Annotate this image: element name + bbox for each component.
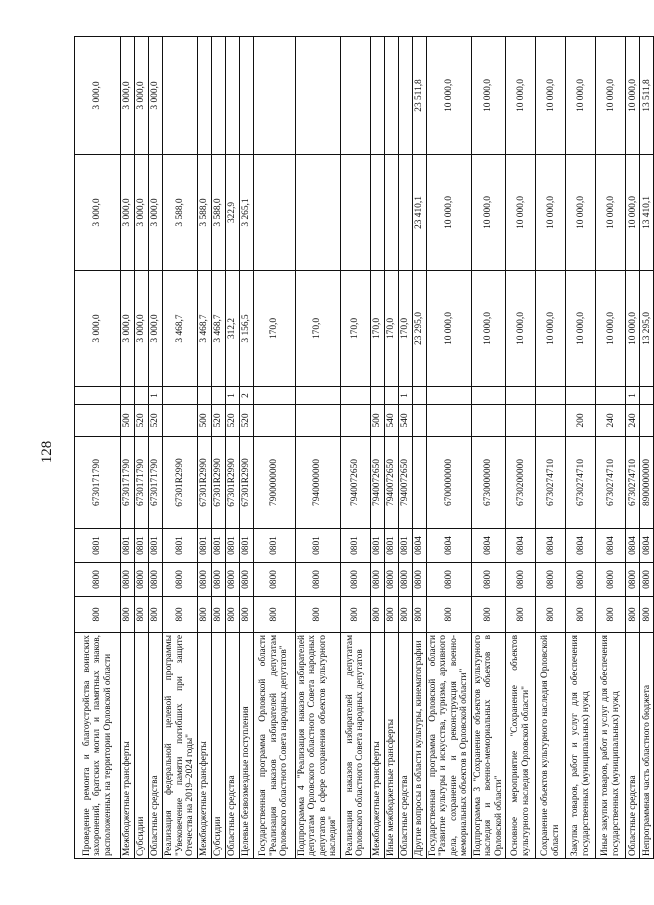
table-cell-amount-year-3	[398, 37, 412, 155]
table-row	[566, 37, 596, 859]
table-cell-section: 0800	[75, 563, 121, 597]
table-cell-subsection: 0801	[239, 529, 253, 563]
table-cell-amount-year-3: 13 511,8	[640, 37, 654, 155]
table-cell-target-article: 6730200000	[506, 437, 536, 529]
table-cell-source-code	[640, 387, 654, 405]
table-cell-amount-year-2: 10 000,0	[566, 155, 596, 271]
table-cell-name: Основное мероприятие "Сохранение объектов культурного наследия Орловской области"	[506, 633, 536, 859]
table-row	[471, 37, 506, 859]
table-cell-source-code: 1	[398, 387, 412, 405]
table-cell-target-article: 7940072650	[384, 437, 398, 529]
table-cell-ministry: 800	[211, 597, 225, 633]
table-cell-amount-year-3: 10 000,0	[626, 37, 640, 155]
table-cell-amount-year-3	[239, 37, 253, 155]
table-cell-ministry: 800	[536, 597, 566, 633]
table-cell-amount-year-1: 3 000,0	[75, 271, 121, 387]
table-cell-expense-type	[426, 405, 471, 437]
table-cell-target-article: 7900000000	[253, 437, 295, 529]
table-cell-ministry: 800	[596, 597, 626, 633]
table-cell-expense-type: 240	[596, 405, 626, 437]
table-row	[253, 37, 295, 859]
table-cell-amount-year-1: 10 000,0	[506, 271, 536, 387]
budget-table	[74, 36, 654, 859]
table-cell-expense-type: 240	[626, 405, 640, 437]
table-cell-target-article: 67301R2990	[197, 437, 211, 529]
table-cell-amount-year-2	[295, 155, 340, 271]
table-cell-amount-year-2: 3 588,0	[211, 155, 225, 271]
table-cell-name: Непрограммная часть областного бюджета	[640, 633, 654, 859]
table-cell-amount-year-2: 3 588,0	[197, 155, 211, 271]
table-cell-section: 0800	[412, 563, 426, 597]
table-cell-expense-type: 520	[211, 405, 225, 437]
table-row	[426, 37, 471, 859]
table-cell-expense-type: 520	[225, 405, 239, 437]
table-cell-section: 0800	[640, 563, 654, 597]
table-cell-target-article	[412, 437, 426, 529]
table-cell-amount-year-2: 3 000,0	[135, 155, 149, 271]
table-cell-amount-year-2: 10 000,0	[426, 155, 471, 271]
table-cell-name: Областные средства	[626, 633, 640, 859]
table-cell-ministry: 800	[398, 597, 412, 633]
table-row	[596, 37, 626, 859]
table-cell-amount-year-2	[384, 155, 398, 271]
table-cell-section: 0800	[596, 563, 626, 597]
table-cell-amount-year-2: 3 000,0	[121, 155, 135, 271]
table-cell-source-code	[295, 387, 340, 405]
table-cell-amount-year-3	[295, 37, 340, 155]
table-cell-section: 0800	[340, 563, 370, 597]
table-cell-name: Подпрограмма 3 "Сохранение объектов культурного наследия и военно-мемориальных объектов в Орловской области"	[471, 633, 506, 859]
table-cell-amount-year-2: 3 000,0	[149, 155, 163, 271]
table-cell-name: Закупка товаров, работ и услуг для обеспечения государственных (муниципальных) нужд	[566, 633, 596, 859]
table-cell-target-article: 67301R2990	[163, 437, 198, 529]
table-cell-subsection: 0804	[471, 529, 506, 563]
table-cell-amount-year-1: 10 000,0	[536, 271, 566, 387]
table-cell-source-code	[566, 387, 596, 405]
table-cell-amount-year-1: 170,0	[370, 271, 384, 387]
table-cell-subsection: 0801	[384, 529, 398, 563]
table-cell-name: Межбюджетные трансферты	[121, 633, 135, 859]
table-cell-expense-type: 520	[149, 405, 163, 437]
table-cell-target-article: 67301R2990	[225, 437, 239, 529]
table-cell-subsection: 0801	[149, 529, 163, 563]
table-cell-name: Государственная программа Орловской области "Реализация наказов избирателей депутатам Орловского областного Совета народных депутатов"	[253, 633, 295, 859]
table-cell-ministry: 800	[412, 597, 426, 633]
table-cell-section: 0800	[566, 563, 596, 597]
table-cell-ministry: 800	[75, 597, 121, 633]
table-cell-amount-year-3: 3 000,0	[121, 37, 135, 155]
table-cell-amount-year-1: 10 000,0	[626, 271, 640, 387]
table-cell-expense-type: 500	[197, 405, 211, 437]
table-cell-name: Межбюджетные трансферты	[197, 633, 211, 859]
table-cell-amount-year-2: 3 000,0	[75, 155, 121, 271]
table-cell-name: Областные средства	[225, 633, 239, 859]
table-cell-amount-year-1: 3 156,5	[239, 271, 253, 387]
table-cell-ministry: 800	[566, 597, 596, 633]
table-cell-source-code	[384, 387, 398, 405]
table-cell-name: Иные межбюджетные трансферты	[384, 633, 398, 859]
table-cell-source-code	[340, 387, 370, 405]
table-cell-amount-year-2: 3 588,0	[163, 155, 198, 271]
table-cell-amount-year-1: 170,0	[295, 271, 340, 387]
table-cell-amount-year-1: 3 468,7	[163, 271, 198, 387]
table-cell-expense-type: 540	[384, 405, 398, 437]
table-cell-name: Реализация наказов избирателей депутатам Орловского областного Совета народных депутатов	[340, 633, 370, 859]
table-cell-subsection: 0804	[412, 529, 426, 563]
table-cell-amount-year-2	[370, 155, 384, 271]
table-cell-expense-type	[536, 405, 566, 437]
table-row	[398, 37, 412, 859]
table-row	[121, 37, 135, 859]
table-cell-expense-type	[75, 405, 121, 437]
table-cell-subsection: 0801	[340, 529, 370, 563]
table-cell-section: 0800	[163, 563, 198, 597]
table-cell-name: Целевые безвозмездные поступления	[239, 633, 253, 859]
table-cell-name: Субсидии	[211, 633, 225, 859]
table-cell-amount-year-1: 10 000,0	[596, 271, 626, 387]
table-cell-source-code: 1	[149, 387, 163, 405]
table-cell-target-article: 7940000000	[295, 437, 340, 529]
table-cell-amount-year-1: 10 000,0	[471, 271, 506, 387]
table-cell-section: 0800	[426, 563, 471, 597]
table-cell-section: 0800	[295, 563, 340, 597]
table-cell-source-code	[135, 387, 149, 405]
table-cell-amount-year-1: 170,0	[253, 271, 295, 387]
table-cell-amount-year-3	[384, 37, 398, 155]
table-row	[75, 37, 121, 859]
table-cell-subsection: 0801	[398, 529, 412, 563]
table-row	[239, 37, 253, 859]
table-cell-source-code: 1	[626, 387, 640, 405]
table-cell-section: 0800	[398, 563, 412, 597]
table-cell-expense-type	[163, 405, 198, 437]
table-row	[197, 37, 211, 859]
table-cell-amount-year-2	[398, 155, 412, 271]
table-row	[225, 37, 239, 859]
table-cell-name: Сохранение объектов культурного наследия Орловской области	[536, 633, 566, 859]
table-cell-expense-type	[412, 405, 426, 437]
table-cell-amount-year-1: 170,0	[384, 271, 398, 387]
table-row	[149, 37, 163, 859]
table-cell-source-code	[471, 387, 506, 405]
table-cell-amount-year-2: 10 000,0	[471, 155, 506, 271]
table-cell-target-article: 6730274710	[596, 437, 626, 529]
table-cell-amount-year-3: 3 000,0	[75, 37, 121, 155]
table-cell-amount-year-3: 10 000,0	[471, 37, 506, 155]
table-cell-section: 0800	[211, 563, 225, 597]
table-row	[211, 37, 225, 859]
table-cell-amount-year-3: 10 000,0	[566, 37, 596, 155]
table-cell-target-article: 6730171790	[135, 437, 149, 529]
table-cell-amount-year-3: 3 000,0	[135, 37, 149, 155]
table-cell-target-article: 67301R2990	[239, 437, 253, 529]
table-cell-expense-type: 500	[121, 405, 135, 437]
table-cell-ministry: 800	[163, 597, 198, 633]
table-cell-section: 0800	[135, 563, 149, 597]
table-row	[412, 37, 426, 859]
table-cell-ministry: 800	[121, 597, 135, 633]
table-cell-amount-year-1: 170,0	[398, 271, 412, 387]
table-cell-amount-year-1: 3 468,7	[211, 271, 225, 387]
budget-table-body	[75, 37, 654, 859]
table-cell-ministry: 800	[149, 597, 163, 633]
table-cell-ministry: 800	[239, 597, 253, 633]
table-cell-amount-year-1: 3 468,7	[197, 271, 211, 387]
table-cell-expense-type	[506, 405, 536, 437]
table-cell-ministry: 800	[340, 597, 370, 633]
table-cell-amount-year-3	[340, 37, 370, 155]
table-cell-target-article: 7940072650	[340, 437, 370, 529]
table-cell-source-code	[536, 387, 566, 405]
table-cell-subsection: 0801	[75, 529, 121, 563]
table-row	[163, 37, 198, 859]
table-cell-amount-year-3	[225, 37, 239, 155]
table-row	[640, 37, 654, 859]
table-cell-source-code	[121, 387, 135, 405]
table-cell-section: 0800	[370, 563, 384, 597]
table-cell-expense-type	[340, 405, 370, 437]
table-cell-subsection: 0801	[121, 529, 135, 563]
table-cell-amount-year-1: 10 000,0	[566, 271, 596, 387]
table-cell-amount-year-3: 3 000,0	[149, 37, 163, 155]
table-cell-ministry: 800	[640, 597, 654, 633]
table-cell-name: Областные средства	[149, 633, 163, 859]
table-cell-name: Иные закупки товаров, работ и услуг для обеспечения государственных (муниципальных) нужд	[596, 633, 626, 859]
table-cell-ministry: 800	[225, 597, 239, 633]
table-cell-expense-type	[471, 405, 506, 437]
table-cell-target-article: 6730171790	[149, 437, 163, 529]
table-row	[626, 37, 640, 859]
table-cell-section: 0800	[626, 563, 640, 597]
table-cell-amount-year-2: 10 000,0	[536, 155, 566, 271]
table-cell-target-article: 6700000000	[426, 437, 471, 529]
table-cell-amount-year-2	[340, 155, 370, 271]
table-cell-section: 0800	[471, 563, 506, 597]
table-cell-target-article: 6730000000	[471, 437, 506, 529]
table-cell-subsection: 0801	[163, 529, 198, 563]
table-cell-amount-year-2	[253, 155, 295, 271]
table-cell-subsection: 0804	[626, 529, 640, 563]
table-cell-expense-type	[253, 405, 295, 437]
table-cell-amount-year-3: 10 000,0	[596, 37, 626, 155]
table-cell-amount-year-3: 10 000,0	[506, 37, 536, 155]
table-cell-amount-year-3: 10 000,0	[426, 37, 471, 155]
table-cell-ministry: 800	[370, 597, 384, 633]
table-cell-target-article: 6730274710	[566, 437, 596, 529]
table-cell-name: Подпрограмма 4 "Реализация наказов избирателей депутатам Орловского областного Совета народных депутатов в сфере сохранения объектов культурного наследия"	[295, 633, 340, 859]
table-cell-amount-year-2: 23 410,1	[412, 155, 426, 271]
table-cell-target-article: 7940072650	[370, 437, 384, 529]
table-cell-subsection: 0801	[295, 529, 340, 563]
table-row	[135, 37, 149, 859]
table-cell-ministry: 800	[626, 597, 640, 633]
table-cell-amount-year-2: 3 265,1	[239, 155, 253, 271]
table-cell-target-article: 6730274710	[626, 437, 640, 529]
table-cell-ministry: 800	[426, 597, 471, 633]
table-cell-source-code	[412, 387, 426, 405]
table-cell-amount-year-3: 23 511,8	[412, 37, 426, 155]
table-cell-expense-type	[295, 405, 340, 437]
table-cell-amount-year-1: 13 295,0	[640, 271, 654, 387]
table-cell-amount-year-2: 322,9	[225, 155, 239, 271]
table-cell-expense-type: 520	[239, 405, 253, 437]
table-cell-amount-year-1: 3 000,0	[135, 271, 149, 387]
table-cell-amount-year-1: 312,2	[225, 271, 239, 387]
table-cell-amount-year-3	[370, 37, 384, 155]
table-cell-section: 0800	[149, 563, 163, 597]
table-cell-amount-year-3	[253, 37, 295, 155]
table-cell-subsection: 0801	[225, 529, 239, 563]
table-cell-ministry: 800	[197, 597, 211, 633]
budget-table-sheet	[74, 37, 652, 859]
table-cell-ministry: 800	[384, 597, 398, 633]
table-cell-section: 0800	[384, 563, 398, 597]
table-cell-section: 0800	[225, 563, 239, 597]
table-row	[295, 37, 340, 859]
table-cell-target-article: 67301R2990	[211, 437, 225, 529]
table-cell-subsection: 0804	[506, 529, 536, 563]
table-cell-subsection: 0801	[253, 529, 295, 563]
table-cell-amount-year-3: 10 000,0	[536, 37, 566, 155]
table-cell-subsection: 0801	[370, 529, 384, 563]
table-cell-name: Реализация федеральной целевой программы "Увековечение памяти погибших при защите Отечества на 2019–2024 годы"	[163, 633, 198, 859]
table-cell-amount-year-1: 170,0	[340, 271, 370, 387]
table-cell-target-article: 6730171790	[75, 437, 121, 529]
table-cell-section: 0800	[197, 563, 211, 597]
table-cell-subsection: 0801	[211, 529, 225, 563]
table-cell-target-article: 7940072650	[398, 437, 412, 529]
table-cell-subsection: 0804	[426, 529, 471, 563]
table-cell-expense-type: 200	[566, 405, 596, 437]
table-cell-amount-year-3	[211, 37, 225, 155]
table-cell-subsection: 0804	[536, 529, 566, 563]
table-cell-target-article: 6730171790	[121, 437, 135, 529]
table-cell-source-code	[75, 387, 121, 405]
table-cell-section: 0800	[536, 563, 566, 597]
table-cell-source-code	[163, 387, 198, 405]
table-cell-name: Субсидии	[135, 633, 149, 859]
table-cell-amount-year-2: 13 410,1	[640, 155, 654, 271]
table-cell-amount-year-3	[197, 37, 211, 155]
table-cell-ministry: 800	[471, 597, 506, 633]
table-cell-subsection: 0801	[135, 529, 149, 563]
table-cell-source-code	[370, 387, 384, 405]
table-cell-section: 0800	[253, 563, 295, 597]
table-cell-ministry: 800	[295, 597, 340, 633]
table-row	[506, 37, 536, 859]
table-cell-amount-year-2: 10 000,0	[596, 155, 626, 271]
table-cell-source-code	[253, 387, 295, 405]
table-cell-name: Проведение ремонта и благоустройства воинских захоронений, братских могил и памятных знаков, расположенных на территории Орловской области	[75, 633, 121, 859]
table-cell-name: Областные средства	[398, 633, 412, 859]
table-cell-section: 0800	[506, 563, 536, 597]
table-cell-name: Государственная программа Орловской области "Развитие культуры и искусства, туризма, архивного дела, сохранение и реконструкция военно-мемориальных объектов в Орловской области"	[426, 633, 471, 859]
table-cell-ministry: 800	[253, 597, 295, 633]
table-cell-source-code: 2	[239, 387, 253, 405]
table-cell-source-code	[197, 387, 211, 405]
table-cell-expense-type: 540	[398, 405, 412, 437]
table-cell-name: Другие вопросы в области культуры, кинематографии	[412, 633, 426, 859]
table-cell-expense-type	[640, 405, 654, 437]
table-cell-amount-year-2: 10 000,0	[506, 155, 536, 271]
table-cell-ministry: 800	[135, 597, 149, 633]
table-cell-amount-year-1: 3 000,0	[149, 271, 163, 387]
table-cell-expense-type: 500	[370, 405, 384, 437]
table-cell-name: Межбюджетные трансферты	[370, 633, 384, 859]
table-cell-ministry: 800	[506, 597, 536, 633]
table-cell-source-code	[596, 387, 626, 405]
table-row	[340, 37, 370, 859]
table-row	[384, 37, 398, 859]
table-cell-source-code	[426, 387, 471, 405]
table-cell-source-code	[506, 387, 536, 405]
table-cell-amount-year-2: 10 000,0	[626, 155, 640, 271]
table-cell-subsection: 0804	[640, 529, 654, 563]
table-cell-section: 0800	[121, 563, 135, 597]
table-cell-amount-year-1: 10 000,0	[426, 271, 471, 387]
table-cell-expense-type: 520	[135, 405, 149, 437]
page-number: 128	[39, 440, 55, 464]
table-cell-amount-year-1: 3 000,0	[121, 271, 135, 387]
table-row	[370, 37, 384, 859]
table-cell-amount-year-1: 23 295,0	[412, 271, 426, 387]
table-row	[536, 37, 566, 859]
table-cell-source-code: 1	[225, 387, 239, 405]
table-cell-target-article: 8900000000	[640, 437, 654, 529]
table-cell-target-article: 6730274710	[536, 437, 566, 529]
table-cell-subsection: 0804	[566, 529, 596, 563]
table-cell-amount-year-3	[163, 37, 198, 155]
table-cell-source-code	[211, 387, 225, 405]
table-cell-subsection: 0804	[596, 529, 626, 563]
table-cell-subsection: 0801	[197, 529, 211, 563]
table-cell-section: 0800	[239, 563, 253, 597]
